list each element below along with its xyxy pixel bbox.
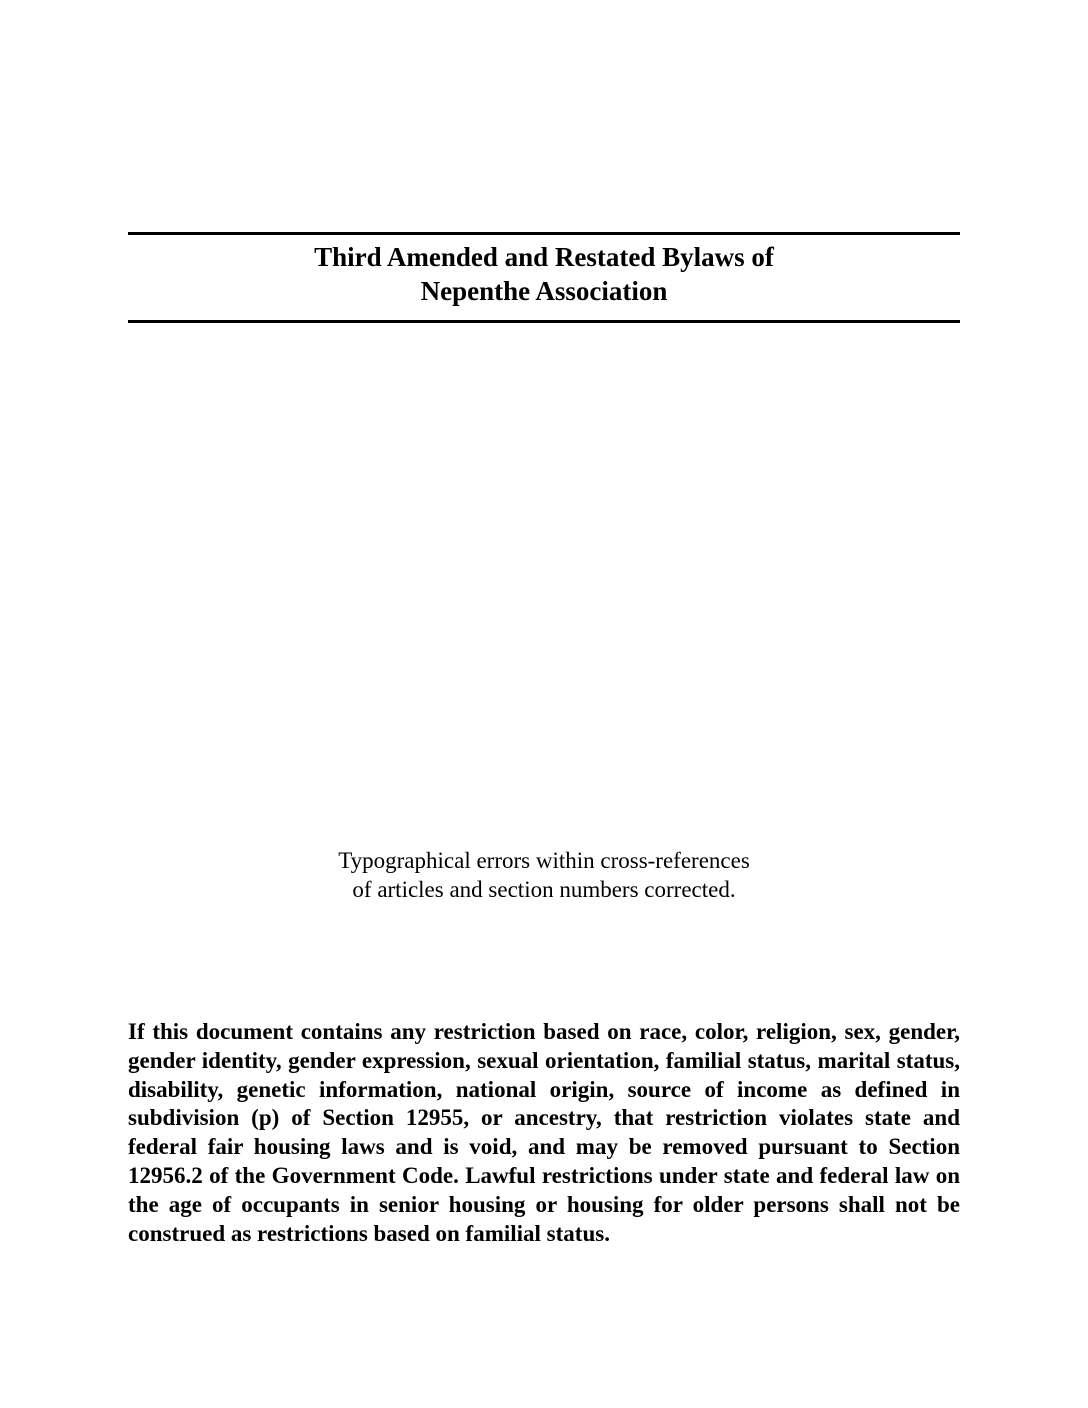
correction-note-line-1: Typographical errors within cross-references [338, 848, 750, 873]
correction-note-line-2: of articles and section numbers corrected. [352, 877, 736, 902]
document-title-line-1: Third Amended and Restated Bylaws of [314, 242, 774, 272]
document-title [128, 240, 960, 308]
title-top-rule [128, 232, 960, 235]
title-bottom-rule [128, 320, 960, 323]
correction-note [128, 846, 960, 904]
document-title-line-2: Nepenthe Association [420, 276, 668, 306]
fair-housing-disclaimer: If this document contains any restriction based on race, color, religion, sex, gender, gender identity, gender expression, sexual orientation, familial status, marital status, disability, genetic information, national origin, source of income as defined in subdivision (p) of Section 12955, or ancestry, that restriction violates state and federal fair housing laws and is void, and may be removed pursuant to Section 12956.2 of the Government Code. Lawful restrictions under state and federal law on the age of occupants in senior housing or housing for older persons shall not be construed as restrictions based on familial status. [128, 1019, 960, 1246]
